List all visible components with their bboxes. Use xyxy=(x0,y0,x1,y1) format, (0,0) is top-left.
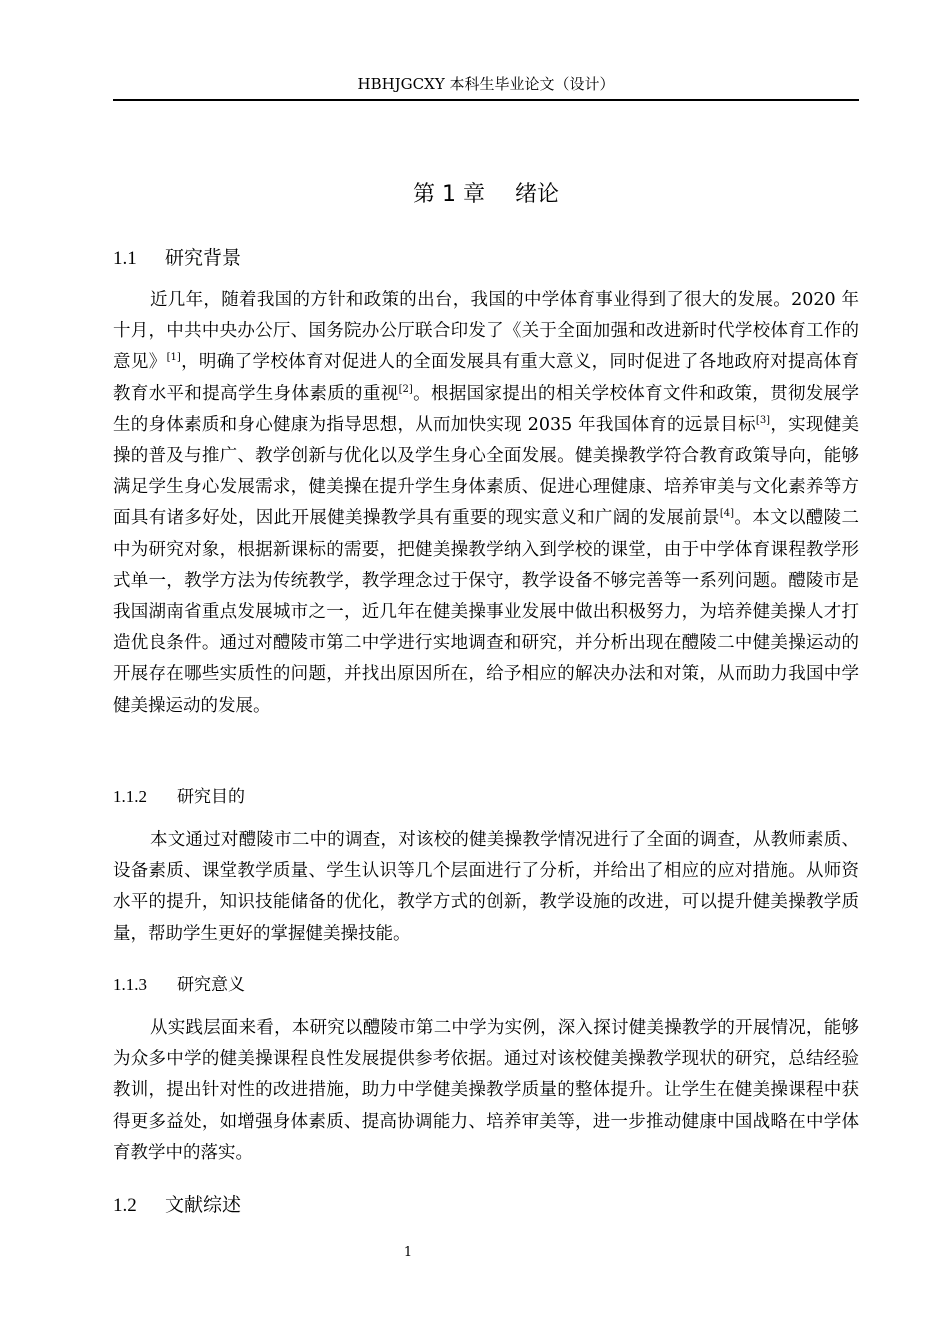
section-title: 文献综述 xyxy=(165,1194,242,1216)
section-heading-1-1-2 xyxy=(113,785,245,809)
header-rule xyxy=(113,99,859,101)
paragraph-text: 近几年，随着我国的方针和政策的出台，我国的中学体育事业得到了很大的发展。2020 年十月，中共中央办公厅、国务院办公厅联合印发了《关于全面加强和改进新时代学校体育工作的意见》 xyxy=(113,290,859,373)
citation-ref: [4] xyxy=(719,508,735,520)
chapter-title xyxy=(113,180,859,210)
chapter-label: 第 1 章 xyxy=(413,182,485,207)
chapter-name: 绪论 xyxy=(514,182,559,207)
section-heading-1-1-3 xyxy=(113,973,245,997)
paragraph-text: ，实现健美操的普及与推广、教学创新与优化以及学生身心全面发展。健美操教学符合教育政策导向，能够满足学生身心发展需求，健美操在提升学生身体素质、促进心理健康、培养审美与文化素养等方面具有诸多好处，因此开展健美操教学具有重要的现实意义和广阔的发展前景 xyxy=(113,414,859,529)
section-title: 研究目的 xyxy=(177,787,245,807)
section-title: 研究背景 xyxy=(165,247,242,269)
citation-ref: [3] xyxy=(755,414,771,426)
paragraph-text: ，明确了学校体育对促进人的全面发展具有重大意义，同时促进了各地政府对提高体育教育水平和提高学生身体素质的重视 xyxy=(113,352,860,404)
running-header: HBHJGCXY 本科生毕业论文（设计） xyxy=(357,75,615,93)
section-heading-1-2 xyxy=(113,1192,241,1219)
section-number: 1.1.2 xyxy=(113,787,147,806)
paragraph-text: 。根据国家提出的相关学校体育文件和政策，贯彻发展学生的身体素质和身心健康为指导思想，从而加快实现 2035 年我国体育的远景目标 xyxy=(113,383,860,435)
section-title: 研究意义 xyxy=(177,975,245,995)
paragraph-purpose: 本文通过对醴陵市二中的调查，对该校的健美操教学情况进行了全面的调查，从教师素质、设备素质、课堂教学质量、学生认识等几个层面进行了分析，并给出了相应的应对措施。从师资水平的提升，知识技能储备的优化，教学方式的创新，教学设施的改进，可以提升健美操教学质量，帮助学生更好的掌握健美操技能。 xyxy=(113,830,859,944)
section-number: 1.1 xyxy=(113,248,137,269)
paragraph-background xyxy=(113,285,859,722)
section-heading-1-1 xyxy=(113,245,241,272)
section-number: 1.1.3 xyxy=(113,975,147,994)
paragraph-text: 。本文以醴陵二中为研究对象，根据新课标的需要，把健美操教学纳入到学校的课堂，由于中学体育课程教学形式单一，教学方法为传统教学，教学理念过于保守，教学设备不够完善等一系列问题。醴陵市是我国湖南省重点发展城市之一，近几年在健美操事业发展中做出积极努力，为培养健美操人才打造优良条件。通过对醴陵市第二中学进行实地调查和研究，并分析出现在醴陵二中健美操运动的开展存在哪些实质性的问题，并找出原因所在，给予相应的解决办法和对策，从而助力我国中学健美操运动的发展。 xyxy=(113,508,860,716)
citation-ref: [1] xyxy=(166,352,181,364)
page-number: 1 xyxy=(403,1245,413,1260)
section-number: 1.2 xyxy=(113,1195,137,1216)
citation-ref: [2] xyxy=(398,383,413,395)
paragraph-significance: 从实践层面来看，本研究以醴陵市第二中学为实例，深入探讨健美操教学的开展情况，能够为众多中学的健美操课程良性发展提供参考依据。通过对该校健美操教学现状的研究，总结经验教训，提出针对性的改进措施，助力中学健美操教学质量的整体提升。让学生在健美操课程中获得更多益处，如增强身体素质、提高协调能力、培养审美等，进一步推动健康中国战略在中学体育教学中的落实。 xyxy=(113,1018,859,1163)
